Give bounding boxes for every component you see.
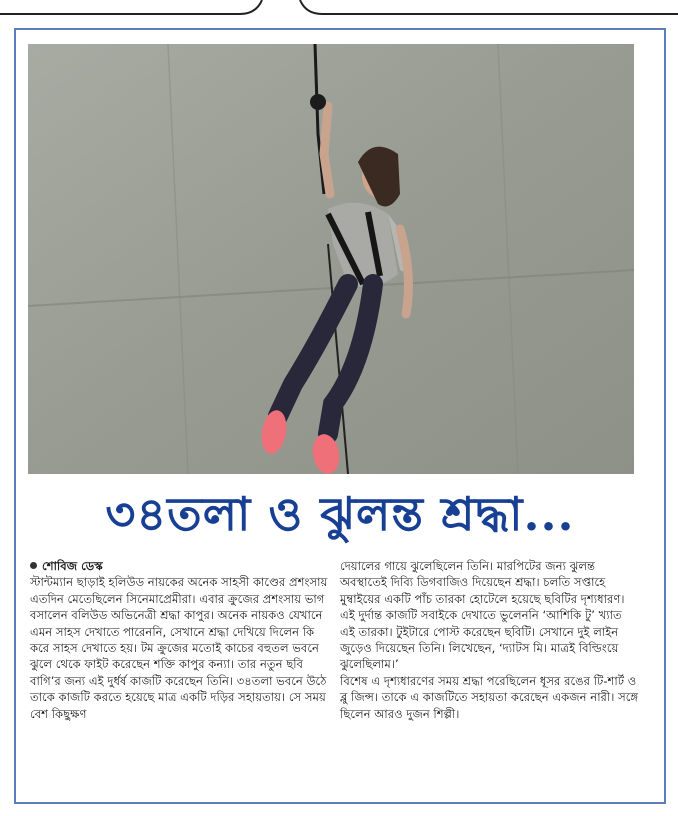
article-body-left: স্টান্টম্যান ছাড়াই হলিউড নায়কের অনেক সাহসী কাণ্ডের প্রশংসায় এতদিন মেতেছিলেন সিনেমাপ্রেমীরা। এবার ক্রুজের প্রশংসায় ভাগ বসালেন বলিউড অভিনেত্রী শ্রদ্ধা কাপুর। অনেক নায়কও যেখানে এমন সাহস দেখাতে পারেননি, সেখানে শ্রদ্ধা দেখিয়ে দিলেন কি করে সাহস দেখাতে হয়। টম ক্রুজের মতোই কাচের বহুতল ভবনে ঝুলে থেকে ফাইট করেছেন শক্তি কাপুর কন্যা। তার নতুন ছবি বাগি’র জন্য এই দুর্ধর্ষ কাজটি করেছেন তিনি। ৩৪তলা ভবনে উঠে তাকে কাজটি করতে হয়েছে মাত্র একটি দড়ির সহায়তায়। সে সময় বেশ কিছুক্ষণ [30,575,328,721]
page-tabs-decoration [0,0,678,20]
article-headline: ৩৪তলা ও ঝুলন্ত শ্রদ্ধা... [105,487,575,541]
byline: শোবিজ ডেস্ক [42,559,103,573]
article-photo [28,44,634,474]
article-body-right-p1: দেয়ালের গায়ে ঝুলেছিলেন তিনি। মারপিটের জন্য ঝুলন্ত অবস্থাতেই দিব্যি ডিগবাজিও দিয়েছেন শ্রদ্ধা। চলতি সপ্তাহে মুম্বাইয়ের একটি পাঁচ তারকা হোটেলে হয়েছে ছবিটির দৃশ্যধারণ। এই দুর্দান্ত কাজটি সবাইকে দেখাতে ভুলেননি ‘আশিকি টু’ খ্যাত এই তারকা। টুইটারে পোস্ট করেছেন ছবিটি। সেখানে দুই লাইন জুড়েও দিয়েছেন তিনি। লিখেছেন, ‘দ্যাটস মি। মাত্রই বিল্ডিংয়ে ঝুলেছিলাম।’ [340,559,625,672]
article-body-right-p2: বিশেষ এ দৃশ্যধারণের সময় শ্রদ্ধা পরেছিলেন ধূসর রঙের টি-শার্ট ও ব্লু জিন্স। তাকে এ কাজটিতে সহায়তা করেছেন একজন নারী। সঙ্গে ছিলেন আরও দুজন শিল্পী। [340,673,639,721]
article-column-right [340,558,640,722]
byline-bullet-icon [30,562,37,569]
article-column-left [30,558,330,722]
